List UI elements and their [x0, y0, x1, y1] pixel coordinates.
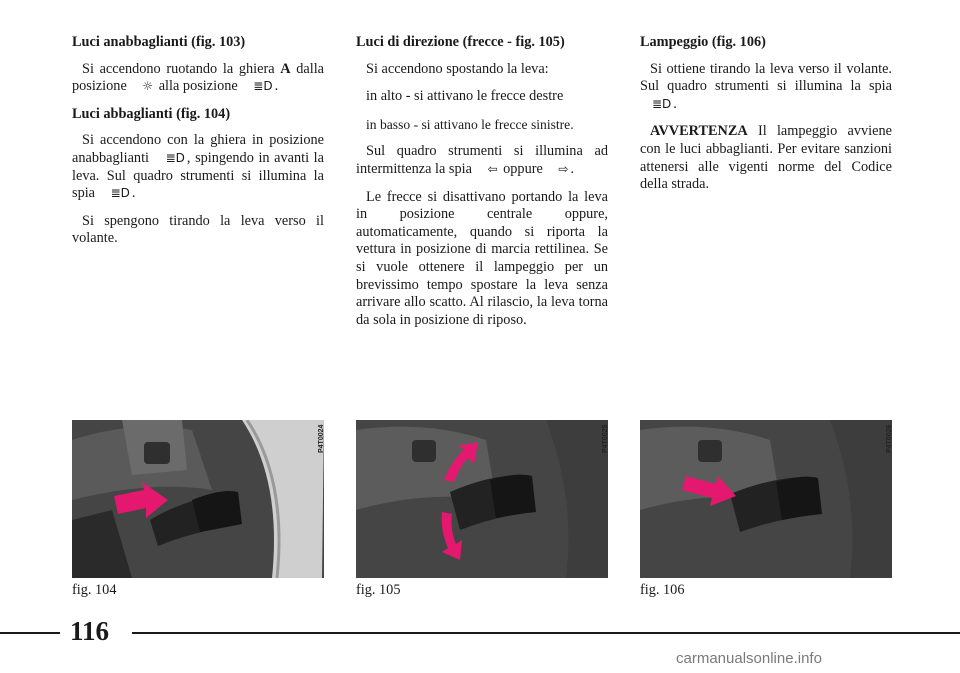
paragraph-warning: AVVERTENZA Il lampeggio avviene con le luci abbaglianti. Per evitare sanzioni attenersi alle vigenti norme del Codice della strada. — [640, 123, 892, 193]
paragraph-up: in alto - si attivano le frecce destre — [366, 88, 564, 105]
page-number: 116 — [70, 616, 110, 646]
heading-low-beam: Luci anabbaglianti (fig. 103) — [72, 34, 246, 50]
figure-code: P4T0024 — [318, 424, 325, 453]
high-beam-icon: ≣D — [652, 96, 672, 111]
right-arrow-icon: ⇨ — [558, 161, 569, 176]
low-beam-icon: ≣D — [165, 150, 185, 165]
paragraph-flash: Si ottiene tirando la leva verso il volante. Sul quadro strumenti si illumina la spia ≣D . — [640, 60, 892, 112]
sun-icon: ☼ — [142, 79, 154, 94]
lever-push-illustration — [72, 420, 324, 578]
paragraph-activate: Si accendono spostando la leva: — [366, 60, 549, 77]
figure-code: P4T0025 — [602, 424, 609, 453]
paragraph-deactivate: Le frecce si disattivano portando la leva in posizione centrale oppure, automaticamente, quando si riporta la vettura in posizione di marcia rettilinea. Se si vuole ottenere il lampeggio per un brevissimo tempo spostare la leva senza arrivare allo scatto. Al rilascio, la leva torna da sola in posizione di riposo. — [356, 188, 608, 328]
figure-106-photo — [640, 420, 892, 578]
figure-caption: fig. 106 — [640, 582, 685, 598]
paragraph-high-beam-on: Si accendono con la ghiera in posizione anabbaglianti ≣D , spingendo in avanti la leva. Sul quadro strumenti si illumina la spia ≣D . — [72, 132, 324, 202]
heading-flash: Lampeggio (fig. 106) — [640, 34, 766, 50]
figure-code: P4T0026 — [886, 424, 893, 453]
footer-rule-left — [0, 632, 60, 634]
high-beam-icon: ≣D — [110, 186, 130, 201]
paragraph-indicator: Sul quadro strumenti si illumina ad intermittenza la spia ⇦ oppure ⇨ . — [356, 143, 608, 177]
paragraph-low-beam: Si accendono ruotando la ghiera A dalla posizione ☼ alla posizione ≣D . — [72, 60, 325, 95]
column-3 — [640, 34, 892, 204]
heading-direction-lights: Luci di direzione (frecce - fig. 105) — [356, 34, 565, 50]
figure-caption: fig. 104 — [72, 582, 117, 598]
footer-rule-right — [132, 632, 960, 634]
heading-high-beam: Luci abbaglianti (fig. 104) — [72, 105, 231, 122]
column-2 — [356, 34, 608, 339]
watermark: carmanualsonline.info — [676, 650, 822, 667]
left-arrow-icon: ⇦ — [487, 161, 498, 176]
paragraph-high-beam-off: Si spengono tirando la leva verso il volante. — [72, 212, 324, 247]
figure-caption: fig. 105 — [356, 582, 401, 598]
low-beam-icon: ≣D — [253, 79, 273, 94]
column-1 — [72, 34, 324, 258]
figure-104-photo — [72, 420, 324, 578]
lever-pull-illustration — [640, 420, 892, 578]
paragraph-down: in basso - si attivano le frecce sinistre. — [366, 116, 574, 132]
lever-up-down-illustration — [356, 420, 608, 578]
figure-105-photo — [356, 420, 608, 578]
